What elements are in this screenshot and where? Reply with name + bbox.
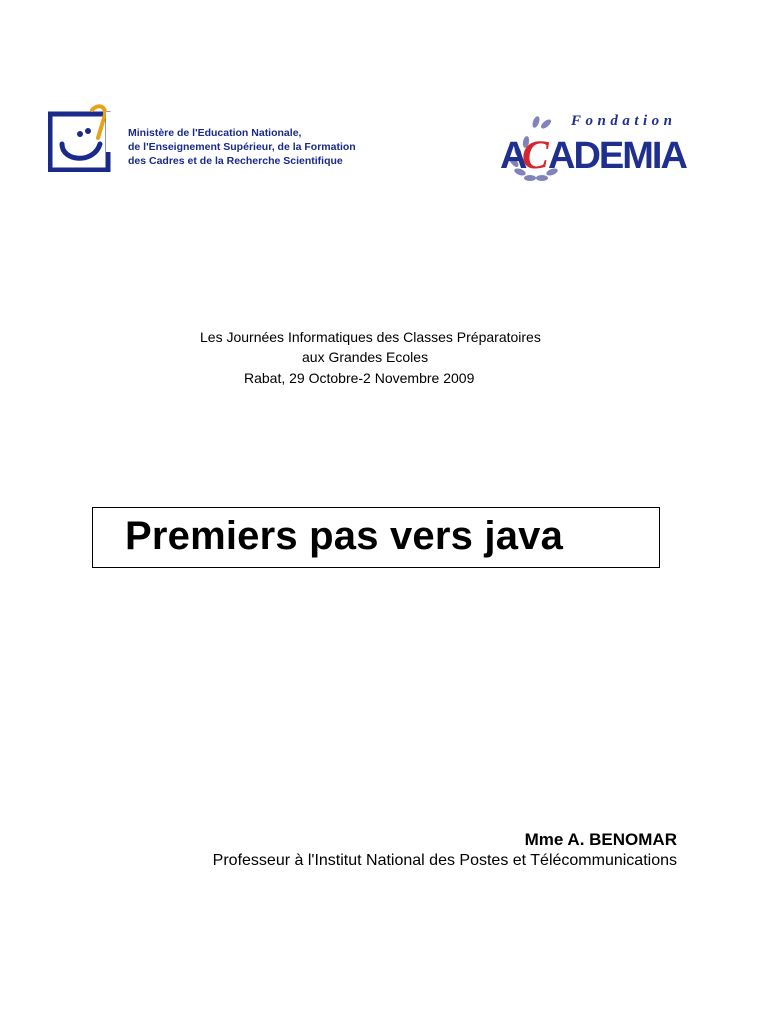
title-box — [92, 507, 660, 568]
ministry-line: Ministère de l'Education Nationale, — [128, 127, 302, 139]
ministry-name — [128, 126, 356, 168]
ministry-line: des Cadres et de la Recherche Scientifique — [128, 155, 343, 167]
academia-wordmark-rest: ADEMIA — [548, 135, 686, 177]
ministry-emblem-icon — [48, 104, 118, 172]
academia-logo — [498, 112, 708, 184]
academia-c-letter: C — [522, 132, 549, 177]
conference-line-3: Rabat, 29 Octobre-2 Novembre 2009 — [244, 370, 475, 386]
fondation-label: Fondation — [571, 113, 677, 129]
ministry-line: de l'Enseignement Supérieur, de la Formation — [128, 141, 356, 153]
academia-wordmark: A — [500, 135, 526, 177]
conference-line-1: Les Journées Informatiques des Classes Préparatoires — [200, 329, 541, 345]
author-name: Mme A. BENOMAR — [524, 830, 677, 849]
ministry-logo — [48, 100, 388, 172]
author-affiliation: Professeur à l'Institut National des Postes et Télécommunications — [212, 852, 677, 869]
document-title: Premiers pas vers java — [125, 514, 564, 558]
conference-line-2: aux Grandes Ecoles — [302, 349, 429, 365]
